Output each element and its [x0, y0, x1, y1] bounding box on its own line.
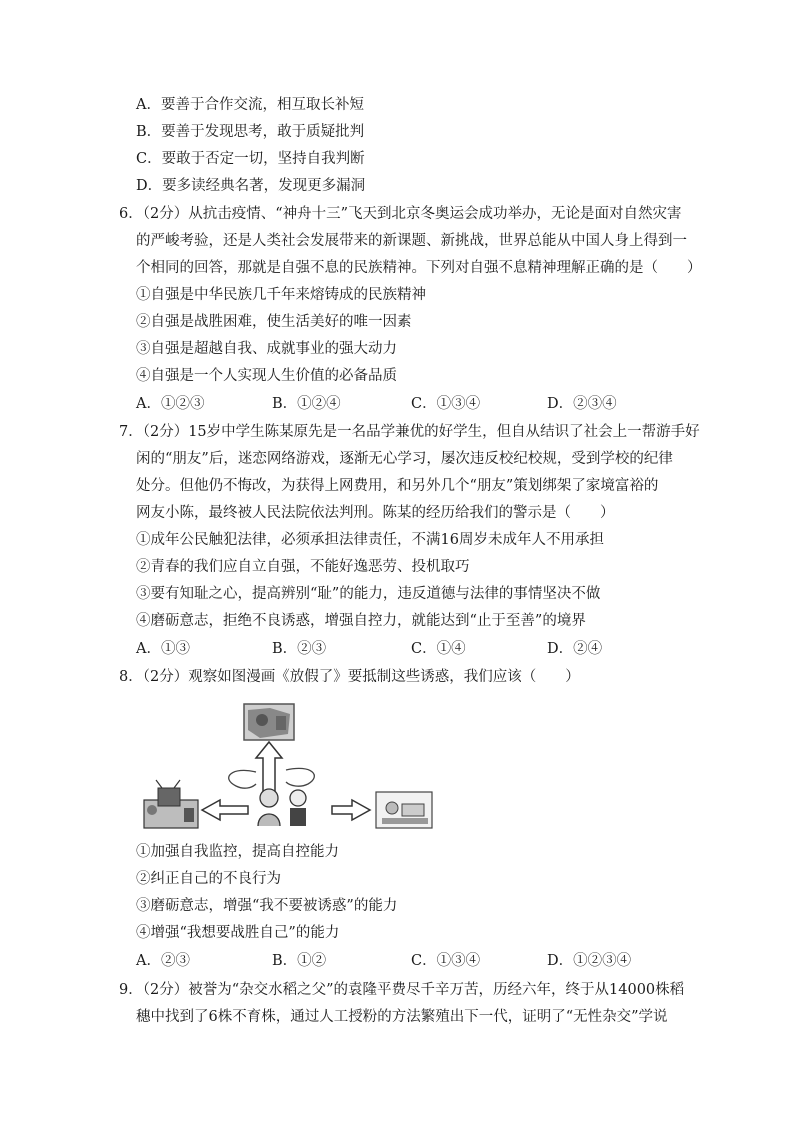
q6-item-3: ③自强是超越自我、成就事业的强大动力: [136, 341, 397, 357]
q7-choice-d: D．②④: [547, 641, 603, 657]
q8-stem-line-1: 8．（2分）观察如图漫画《放假了》要抵制这些诱惑，我们应该（ ）: [119, 669, 580, 685]
q8-item-4: ④增强“我想要战胜自己”的能力: [136, 925, 340, 941]
q6-item-4: ④自强是一个人实现人生价值的必备品质: [136, 368, 397, 384]
q6-item-2: ②自强是战胜困难，使生活美好的唯一因素: [136, 314, 412, 330]
q6-choice-c: C．①③④: [411, 396, 481, 412]
left-arrow: [202, 800, 248, 820]
q9-stem-line-1: 9．（2分）被誉为“杂交水稻之父”的袁隆平费尽千辛万苦，历经六年，终于从14000株稻: [119, 982, 685, 998]
q7-choice-a: A．①③: [136, 641, 190, 657]
q7-item-2: ②青春的我们应自立自强，不能好逸恶劳、投机取巧: [136, 559, 470, 575]
q7-stem-line-3: 处分。但他仍不悔改，为获得上网费用，和另外几个“朋友”策划绑架了家境富裕的: [136, 478, 659, 494]
left-temptation-image: [144, 780, 198, 828]
children-figure: [258, 789, 306, 826]
q8-item-1: ①加强自我监控，提高自控能力: [136, 844, 339, 860]
q8-choice-d: D．①②③④: [547, 953, 632, 969]
q5-option-c: C．要敢于否定一切，坚持自我判断: [136, 151, 365, 167]
q7-choice-b: B．②③: [272, 641, 327, 657]
top-temptation-image: [244, 704, 294, 740]
q5-option-a: A．要善于合作交流，相互取长补短: [136, 97, 364, 113]
q6-stem-line-2: 的严峻考验，还是人类社会发展带来的新课题、新挑战，世界总能从中国人身上得到一: [136, 233, 687, 249]
q7-item-1: ①成年公民触犯法律，必须承担法律责任，不满16周岁未成年人不用承担: [136, 532, 604, 548]
q7-item-3: ③要有知耻之心，提高辨别“耻”的能力，违反道德与法律的事情坚决不做: [136, 586, 601, 602]
q6-choice-a: A．①②③: [136, 396, 205, 412]
thought-bubble-right: [286, 768, 314, 786]
q8-choice-b: B．①②: [272, 953, 327, 969]
q8-choice-a: A．②③: [136, 953, 190, 969]
right-temptation-image: [376, 792, 432, 828]
q5-option-b: B．要善于发现思考，敢于质疑批判: [136, 124, 365, 140]
q6-stem-line-3: 个相同的回答，那就是自强不息的民族精神。下列对自强不息精神理解正确的是（ ）: [136, 260, 702, 276]
q7-stem-line-1: 7．（2分）15岁中学生陈某原先是一名品学兼优的好学生，但自从结识了社会上一帮游手好: [119, 424, 700, 440]
thought-bubble-left: [229, 770, 256, 788]
cartoon-figure: [140, 700, 436, 832]
q8-choice-c: C．①③④: [411, 953, 481, 969]
q6-choice-b: B．①②④: [272, 396, 341, 412]
q7-item-4: ④磨砺意志，拒绝不良诱惑，增强自控力，就能达到“止于至善”的境界: [136, 613, 586, 629]
q6-stem-line-1: 6．（2分）从抗击疫情、“神舟十三”飞天到北京冬奥运会成功举办，无论是面对自然灾害: [119, 206, 682, 222]
q7-stem-line-2: 闲的“朋友”后，迷恋网络游戏，逐渐无心学习，屡次违反校纪校规，受到学校的纪律: [136, 451, 673, 467]
q8-item-3: ③磨砺意志，增强“我不要被诱惑”的能力: [136, 898, 398, 914]
q9-stem-line-2: 穗中找到了6株不育株，通过人工授粉的方法繁殖出下一代，证明了“无性杂交”学说: [136, 1009, 668, 1025]
q8-item-2: ②纠正自己的不良行为: [136, 871, 281, 887]
q6-choice-d: D．②③④: [547, 396, 617, 412]
q7-choice-c: C．①④: [411, 641, 466, 657]
right-arrow: [332, 800, 370, 820]
q6-item-1: ①自强是中华民族几千年来熔铸成的民族精神: [136, 287, 426, 303]
q5-option-d: D．要多读经典名著，发现更多漏洞: [136, 178, 366, 194]
up-arrow: [256, 742, 282, 792]
q7-stem-line-4: 网友小陈，最终被人民法院依法判刑。陈某的经历给我们的警示是（ ）: [136, 505, 615, 521]
